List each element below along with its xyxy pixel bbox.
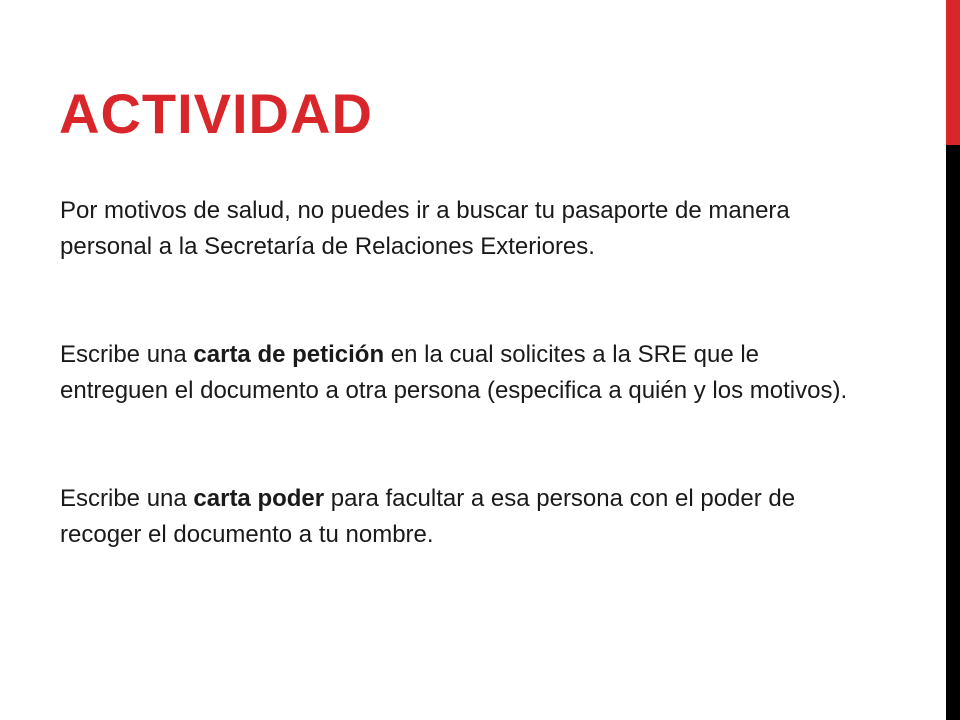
slide-title: ACTIVIDAD bbox=[59, 82, 373, 145]
paragraph-power-of-attorney bbox=[60, 481, 860, 553]
paragraph-health-reason: Por motivos de salud, no puedes ir a buscar tu pasaporte de manera personal a la Secretaría de Relaciones Exteriores. bbox=[60, 197, 790, 260]
paragraph-petition-rest: en la cual solicites a la SRE que le entreguen el documento a otra persona (especifica a quién y los motivos). bbox=[60, 341, 848, 404]
petition-letter-term: carta de petición bbox=[193, 341, 385, 368]
slide-body bbox=[60, 193, 860, 553]
paragraph-petition-lead: Escribe una bbox=[60, 341, 194, 368]
accent-bar-black bbox=[946, 145, 960, 720]
accent-bar-red bbox=[946, 0, 960, 145]
paragraph-power-lead: Escribe una bbox=[60, 485, 194, 512]
power-of-attorney-term: carta poder bbox=[193, 485, 325, 512]
paragraph-power-rest: para facultar a esa persona con el poder de recoger el documento a tu nombre. bbox=[60, 485, 796, 548]
paragraph-petition-letter bbox=[60, 337, 860, 409]
